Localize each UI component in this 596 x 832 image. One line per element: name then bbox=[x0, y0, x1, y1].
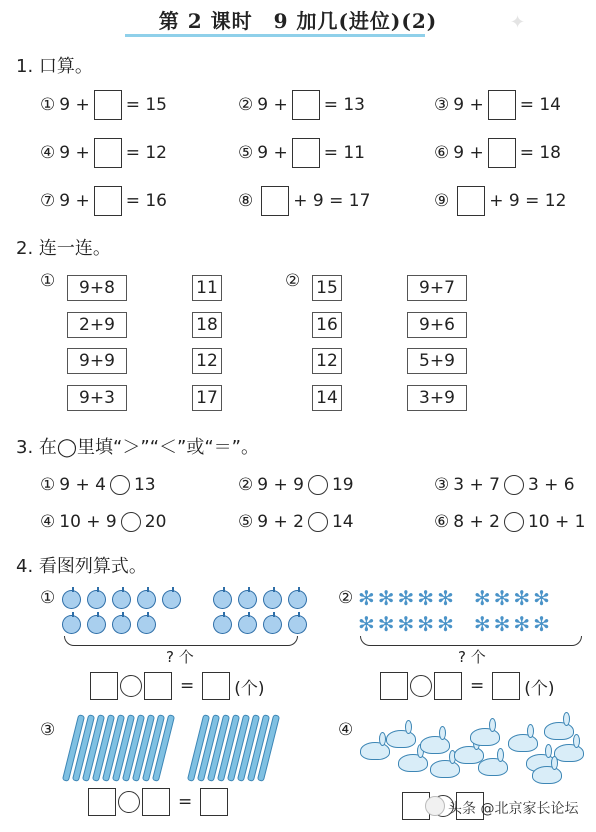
match-card-expression[interactable]: 9+6 bbox=[407, 312, 467, 338]
plant-icon: ✻ bbox=[473, 586, 491, 610]
oral-question bbox=[238, 90, 365, 120]
question-suffix: = 16 bbox=[125, 191, 167, 211]
compare-left: 8 + 2 bbox=[453, 512, 500, 532]
rabbit-icon bbox=[430, 760, 460, 778]
question-number: ③ bbox=[434, 95, 450, 115]
apple-icon bbox=[87, 590, 106, 609]
plant-icon: ✻ bbox=[473, 612, 491, 636]
section-4-heading: 4. 看图列算式。 bbox=[16, 556, 147, 577]
plant-icon: ✻ bbox=[397, 586, 415, 610]
apple-icon bbox=[87, 615, 106, 634]
match-card-expression[interactable]: 9+9 bbox=[67, 348, 127, 374]
answer-box[interactable] bbox=[94, 138, 122, 168]
compare-left: 9 + 2 bbox=[257, 512, 304, 532]
plant-icon: ✻ bbox=[377, 612, 395, 636]
plant-icon: ✻ bbox=[417, 586, 435, 610]
equation-1 bbox=[90, 672, 265, 700]
watermark-logo-icon bbox=[425, 796, 445, 816]
match-group-1-label: ① bbox=[40, 271, 56, 291]
match-card-expression[interactable]: 2+9 bbox=[67, 312, 127, 338]
apple-icon bbox=[263, 590, 282, 609]
match-card-expression[interactable]: 9+8 bbox=[67, 275, 127, 301]
apple-group bbox=[62, 590, 307, 634]
watermark: 头条 @北京家长论坛 bbox=[448, 801, 579, 817]
answer-box[interactable] bbox=[200, 788, 228, 816]
plant-icon: ✻ bbox=[513, 612, 531, 636]
question-prefix: 9 + bbox=[453, 143, 484, 163]
answer-box[interactable] bbox=[142, 788, 170, 816]
answer-box[interactable] bbox=[261, 186, 289, 216]
match-card-expression[interactable]: 3+9 bbox=[407, 385, 467, 411]
apple-icon bbox=[238, 615, 257, 634]
compare-question bbox=[434, 512, 585, 532]
oral-question bbox=[40, 186, 167, 216]
apple-icon bbox=[137, 615, 156, 634]
answer-box[interactable] bbox=[380, 672, 408, 700]
question-number: ② bbox=[238, 95, 254, 115]
compare-question bbox=[40, 475, 156, 495]
rabbit-icon bbox=[554, 744, 584, 762]
question-suffix: = 12 bbox=[125, 143, 167, 163]
compare-question bbox=[238, 512, 354, 532]
question-suffix: + 9 = 17 bbox=[293, 191, 371, 211]
operator-circle[interactable] bbox=[120, 675, 142, 697]
rabbit-icon bbox=[398, 754, 428, 772]
rabbit-icon bbox=[508, 734, 538, 752]
compare-right: 3 + 6 bbox=[527, 475, 575, 495]
compare-circle[interactable] bbox=[504, 475, 524, 495]
equation-2 bbox=[380, 672, 555, 700]
rabbit-icon bbox=[360, 742, 390, 760]
apple-icon bbox=[263, 615, 282, 634]
apple-icon bbox=[213, 590, 232, 609]
picture-2-label: ② bbox=[338, 588, 354, 608]
oral-question bbox=[434, 138, 561, 168]
answer-box[interactable] bbox=[202, 672, 230, 700]
apple-icon bbox=[62, 590, 81, 609]
picture-1-label: ① bbox=[40, 588, 56, 608]
answer-box[interactable] bbox=[488, 90, 516, 120]
rabbit-icon bbox=[470, 728, 500, 746]
match-card-number[interactable]: 14 bbox=[312, 385, 342, 411]
unit-label: (个) bbox=[234, 678, 265, 699]
oral-question bbox=[40, 90, 167, 120]
compare-left: 9 + 4 bbox=[59, 475, 106, 495]
question-number: ⑥ bbox=[434, 512, 450, 532]
compare-circle[interactable] bbox=[308, 475, 328, 495]
plant-icon: ✻ bbox=[493, 586, 511, 610]
answer-box[interactable] bbox=[292, 90, 320, 120]
oral-question bbox=[434, 186, 566, 216]
question-suffix: = 18 bbox=[519, 143, 561, 163]
page-title: 第 2 课时 9 加几(进位)(2) bbox=[158, 9, 438, 33]
oral-question bbox=[40, 138, 167, 168]
question-number: ④ bbox=[40, 512, 56, 532]
compare-right: 19 bbox=[331, 475, 354, 495]
picture-3-label: ③ bbox=[40, 720, 56, 740]
question-label: ? 个 bbox=[458, 648, 486, 666]
question-suffix: = 15 bbox=[125, 95, 167, 115]
compare-right: 14 bbox=[331, 512, 354, 532]
stick-bundle-picture bbox=[60, 714, 300, 786]
match-card-number[interactable]: 17 bbox=[192, 385, 222, 411]
question-suffix: = 11 bbox=[323, 143, 365, 163]
match-card-expression[interactable]: 9+7 bbox=[407, 275, 467, 301]
compare-right: 20 bbox=[144, 512, 167, 532]
question-prefix: 9 + bbox=[453, 95, 484, 115]
equals-sign: = bbox=[178, 792, 193, 812]
rabbit-icon bbox=[386, 730, 416, 748]
equals-sign: = bbox=[180, 676, 195, 696]
rabbit-icon bbox=[532, 766, 562, 784]
match-card-number[interactable]: 15 bbox=[312, 275, 342, 301]
apple-icon bbox=[112, 615, 131, 634]
match-card-expression[interactable]: 5+9 bbox=[407, 348, 467, 374]
answer-box[interactable] bbox=[88, 788, 116, 816]
answer-box[interactable] bbox=[94, 186, 122, 216]
answer-box[interactable] bbox=[457, 186, 485, 216]
plant-icon: ✻ bbox=[377, 586, 395, 610]
apple-icon bbox=[213, 615, 232, 634]
question-number: ① bbox=[40, 95, 56, 115]
match-card-number[interactable]: 12 bbox=[192, 348, 222, 374]
answer-box[interactable] bbox=[492, 672, 520, 700]
operator-circle[interactable] bbox=[410, 675, 432, 697]
section-1-heading: 1. 口算。 bbox=[16, 56, 93, 77]
compare-circle[interactable] bbox=[110, 475, 130, 495]
compare-circle[interactable] bbox=[308, 512, 328, 532]
compare-circle[interactable] bbox=[504, 512, 524, 532]
answer-box[interactable] bbox=[488, 138, 516, 168]
section-3-heading: 3. 在◯里填“＞”“＜”或“＝”。 bbox=[16, 437, 259, 458]
answer-box[interactable] bbox=[434, 672, 462, 700]
compare-question bbox=[238, 475, 354, 495]
apple-icon bbox=[137, 590, 156, 609]
compare-right: 10 + 1 bbox=[527, 512, 586, 532]
compare-left: 9 + 9 bbox=[257, 475, 304, 495]
plant-icon: ✻ bbox=[417, 612, 435, 636]
compare-left: 10 + 9 bbox=[59, 512, 117, 532]
rabbit-picture bbox=[358, 714, 588, 786]
question-number: ⑤ bbox=[238, 143, 254, 163]
question-number: ⑦ bbox=[40, 191, 56, 211]
match-card-number[interactable]: 11 bbox=[192, 275, 222, 301]
question-number: ③ bbox=[434, 475, 450, 495]
equals-sign: = bbox=[470, 676, 485, 696]
question-label: ? 个 bbox=[166, 648, 194, 666]
apple-icon bbox=[288, 590, 307, 609]
apple-icon bbox=[288, 615, 307, 634]
question-number: ⑨ bbox=[434, 191, 450, 211]
match-group-2-label: ② bbox=[285, 271, 301, 291]
answer-box[interactable] bbox=[292, 138, 320, 168]
picture-4-label: ④ bbox=[338, 720, 354, 740]
rabbit-icon bbox=[544, 722, 574, 740]
compare-left: 3 + 7 bbox=[453, 475, 500, 495]
rabbit-icon bbox=[420, 736, 450, 754]
oral-question bbox=[238, 186, 370, 216]
match-card-number[interactable]: 18 bbox=[192, 312, 222, 338]
title-underline bbox=[125, 34, 425, 37]
answer-box[interactable] bbox=[144, 672, 172, 700]
apple-icon bbox=[112, 590, 131, 609]
unit-label: (个) bbox=[524, 678, 555, 699]
plant-icon: ✻ bbox=[397, 612, 415, 636]
plant-icon: ✻ bbox=[513, 586, 531, 610]
match-card-number[interactable]: 12 bbox=[312, 348, 342, 374]
brace bbox=[64, 636, 298, 646]
plant-icon: ✻ bbox=[358, 586, 375, 610]
compare-right: 13 bbox=[133, 475, 156, 495]
compare-circle[interactable] bbox=[121, 512, 141, 532]
question-number: ② bbox=[238, 475, 254, 495]
operator-circle[interactable] bbox=[118, 791, 140, 813]
question-suffix: = 14 bbox=[519, 95, 561, 115]
plant-icon: ✻ bbox=[437, 612, 454, 636]
rabbit-icon bbox=[478, 758, 508, 776]
apple-icon bbox=[62, 615, 81, 634]
brace bbox=[360, 636, 582, 646]
plant-icon: ✻ bbox=[533, 586, 550, 610]
question-prefix: 9 + bbox=[59, 95, 90, 115]
question-number: ⑥ bbox=[434, 143, 450, 163]
oral-question bbox=[238, 138, 365, 168]
oral-question bbox=[434, 90, 561, 120]
question-prefix: 9 + bbox=[257, 143, 288, 163]
question-number: ⑧ bbox=[238, 191, 254, 211]
answer-box[interactable] bbox=[94, 90, 122, 120]
plant-icon: ✻ bbox=[533, 612, 550, 636]
match-card-number[interactable]: 16 bbox=[312, 312, 342, 338]
compare-question bbox=[434, 475, 575, 495]
question-suffix: = 13 bbox=[323, 95, 365, 115]
plant-icon: ✻ bbox=[493, 612, 511, 636]
plant-icon: ✻ bbox=[437, 586, 454, 610]
decor-star-icon: ✦ bbox=[510, 12, 526, 33]
equation-3 bbox=[88, 788, 228, 816]
plant-group bbox=[358, 588, 586, 634]
question-suffix: + 9 = 12 bbox=[489, 191, 567, 211]
question-number: ⑤ bbox=[238, 512, 254, 532]
match-card-expression[interactable]: 9+3 bbox=[67, 385, 127, 411]
apple-icon bbox=[162, 590, 181, 609]
plant-icon: ✻ bbox=[358, 612, 375, 636]
question-prefix: 9 + bbox=[59, 191, 90, 211]
apple-icon bbox=[238, 590, 257, 609]
answer-box[interactable] bbox=[90, 672, 118, 700]
section-2-heading: 2. 连一连。 bbox=[16, 238, 111, 259]
question-prefix: 9 + bbox=[257, 95, 288, 115]
question-number: ④ bbox=[40, 143, 56, 163]
question-number: ① bbox=[40, 475, 56, 495]
question-prefix: 9 + bbox=[59, 143, 90, 163]
compare-question bbox=[40, 512, 166, 532]
